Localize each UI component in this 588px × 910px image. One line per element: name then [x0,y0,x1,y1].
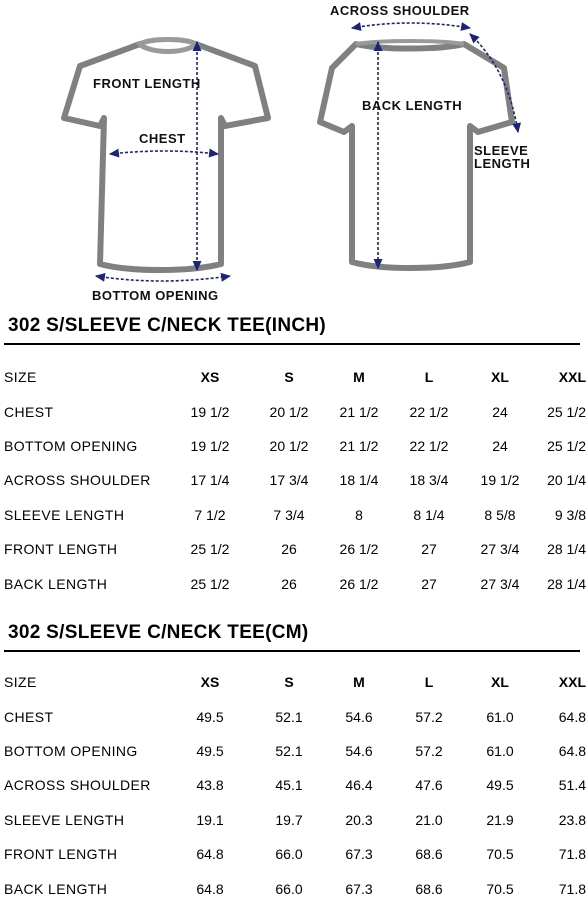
header-cell: XS [200,369,220,386]
table-cell: 19 1/2 [190,437,230,454]
cm-size-table [0,665,588,906]
table-cell: 20 1/4 [547,472,586,489]
table-cell: 8 [355,506,363,523]
row-label: SLEEVE LENGTH [4,811,125,828]
table-cell: 22 1/2 [409,437,449,454]
table-cell: 49.5 [196,742,224,759]
table-cell: 66.0 [275,846,303,863]
table-row [0,734,588,768]
cm-title-divider [4,650,580,652]
table-cell: 64.8 [196,846,224,863]
bottom-opening-label: BOTTOM OPENING [92,288,219,303]
table-cell: 49.5 [486,777,514,794]
row-label: FRONT LENGTH [4,541,118,558]
table-row [0,394,588,428]
table-row [0,803,588,837]
table-cell: 54.6 [345,742,373,759]
table-cell: 64.8 [196,880,224,897]
table-cell: 54.6 [345,708,373,725]
table-cell: 7 1/2 [194,506,226,523]
table-row [0,699,588,733]
table-cell: 68.6 [415,880,443,897]
table-cell: 23.8 [558,811,586,828]
table-cell: 27 3/4 [480,575,520,592]
front-tee-collar [140,40,196,52]
table-cell: 19.1 [196,811,224,828]
table-row [0,768,588,802]
row-label: ACROSS SHOULDER [4,777,151,794]
table-cell: 20.3 [345,811,373,828]
table-cell: 24 [492,403,508,420]
header-cell: SIZE [4,674,37,691]
back-tee-collar [356,41,464,44]
table-row [0,566,588,600]
header-cell: L [424,674,434,691]
sleeve-length-label-line2: LENGTH [474,156,531,171]
table-cell: 71.8 [558,880,586,897]
inch-table-title: 302 S/SLEEVE C/NECK TEE(INCH) [8,315,327,336]
table-cell: 26 1/2 [339,541,379,558]
table-cell: 28 1/4 [547,575,586,592]
table-cell: 67.3 [345,846,373,863]
table-cell: 28 1/4 [547,541,586,558]
front-length-label: FRONT LENGTH [93,76,201,91]
table-cell: 22 1/2 [409,403,449,420]
header-cell: XL [491,369,509,386]
header-cell: S [284,674,294,691]
table-cell: 7 3/4 [273,506,305,523]
table-cell: 9 3/8 [554,506,586,523]
row-label: BACK LENGTH [4,880,108,897]
table-row [0,463,588,497]
across-shoulder-label: ACROSS SHOULDER [330,3,470,18]
table-cell: 21.0 [415,811,443,828]
table-cell: 17 3/4 [269,472,309,489]
table-cell: 52.1 [275,708,303,725]
table-cell: 51.4 [558,777,586,794]
table-cell: 46.4 [345,777,373,794]
table-cell: 43.8 [196,777,224,794]
table-cell: 70.5 [486,846,514,863]
table-cell: 67.3 [345,880,373,897]
header-cell: M [353,674,365,691]
table-cell: 25 1/2 [547,437,586,454]
header-cell: XS [200,674,220,691]
tee-measurement-diagram [0,0,582,305]
table-cell: 61.0 [486,742,514,759]
row-label: SLEEVE LENGTH [4,506,125,523]
header-cell: SIZE [4,369,37,386]
bottom-opening-arrow [96,276,230,281]
cm-table-title: 302 S/SLEEVE C/NECK TEE(CM) [8,622,309,643]
table-cell: 68.6 [415,846,443,863]
across-shoulder-arrow [352,23,470,28]
row-label: ACROSS SHOULDER [4,472,151,489]
back-tee-illustration [320,3,530,268]
inch-title-divider [4,343,580,345]
table-cell: 8 5/8 [484,506,516,523]
row-label: CHEST [4,708,54,725]
table-cell: 57.2 [415,742,443,759]
inch-size-table [0,360,588,601]
table-cell: 64.8 [558,742,586,759]
header-cell: L [424,369,434,386]
table-cell: 26 [281,575,297,592]
table-cell: 19.7 [275,811,303,828]
header-cell: XL [491,674,509,691]
table-header-row [0,665,588,699]
table-cell: 70.5 [486,880,514,897]
table-header-row [0,360,588,394]
table-cell: 24 [492,437,508,454]
table-row [0,498,588,532]
table-cell: 27 3/4 [480,541,520,558]
front-tee-illustration [64,40,268,304]
table-cell: 21 1/2 [339,437,379,454]
header-cell: M [353,369,365,386]
table-cell: 52.1 [275,742,303,759]
table-cell: 25 1/2 [547,403,586,420]
table-cell: 27 [421,541,437,558]
table-cell: 17 1/4 [190,472,230,489]
back-length-label: BACK LENGTH [362,98,463,113]
row-label: BOTTOM OPENING [4,437,138,454]
row-label: BOTTOM OPENING [4,742,138,759]
table-cell: 8 1/4 [413,506,445,523]
row-label: CHEST [4,403,54,420]
table-row [0,871,588,905]
table-cell: 71.8 [558,846,586,863]
table-cell: 66.0 [275,880,303,897]
table-cell: 18 1/4 [339,472,379,489]
table-cell: 19 1/2 [190,403,230,420]
table-cell: 19 1/2 [480,472,520,489]
table-cell: 26 1/2 [339,575,379,592]
header-cell: S [284,369,294,386]
table-cell: 47.6 [415,777,443,794]
row-label: FRONT LENGTH [4,846,118,863]
table-cell: 26 [281,541,297,558]
table-row [0,532,588,566]
table-cell: 25 1/2 [190,575,230,592]
table-cell: 20 1/2 [269,437,309,454]
table-cell: 61.0 [486,708,514,725]
header-cell: XXL [558,674,586,691]
table-row [0,837,588,871]
table-row [0,429,588,463]
row-label: BACK LENGTH [4,575,108,592]
header-cell: XXL [558,369,586,386]
table-cell: 21.9 [486,811,514,828]
table-cell: 49.5 [196,708,224,725]
chest-label: CHEST [139,131,186,146]
table-cell: 25 1/2 [190,541,230,558]
table-cell: 64.8 [558,708,586,725]
table-cell: 21 1/2 [339,403,379,420]
table-cell: 27 [421,575,437,592]
table-cell: 18 3/4 [409,472,449,489]
table-cell: 20 1/2 [269,403,309,420]
table-cell: 57.2 [415,708,443,725]
sleeve-length-label-line1: SLEEVE [474,143,529,158]
table-cell: 45.1 [275,777,303,794]
